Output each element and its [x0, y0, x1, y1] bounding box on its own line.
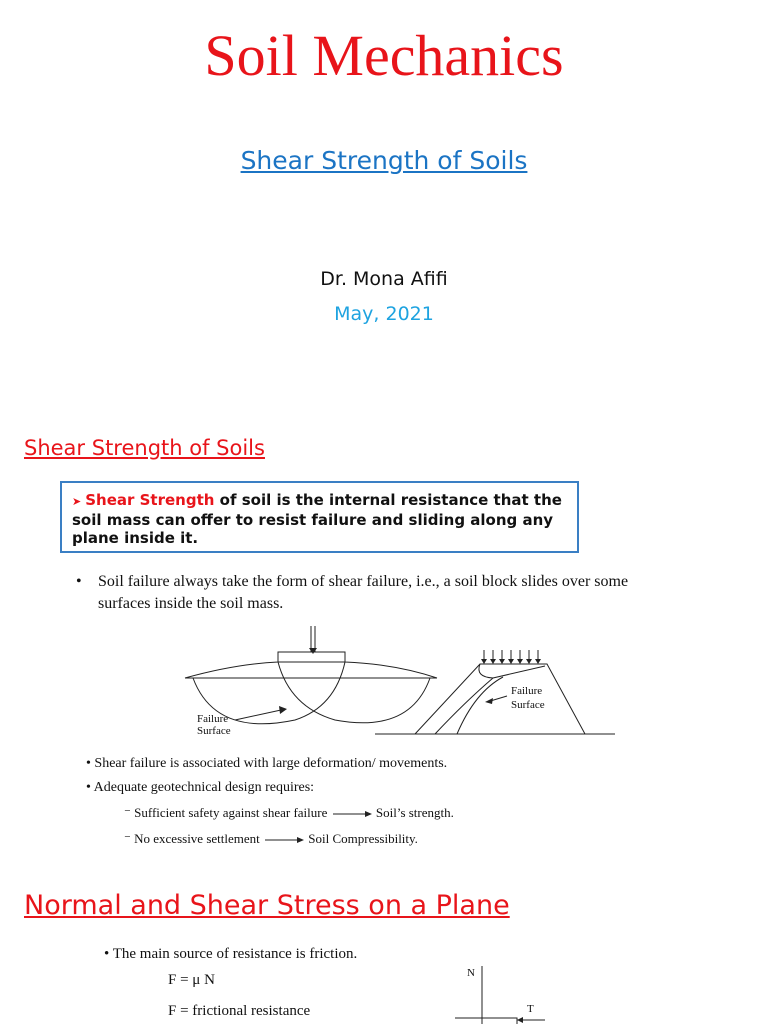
requirement-result: Soil’s strength. [375, 805, 454, 820]
dash-bullet-icon: ⁻ [124, 831, 131, 846]
right-arrow-icon [263, 836, 305, 844]
definition-text: of soil is the internal resistance that the soil mass can offer to resist failure and sliding along any plane inside it. [72, 491, 562, 547]
presentation-title: Soil Mechanics [204, 23, 564, 88]
bullet-text: Soil failure always take the form of shear failure, i.e., a soil block slides over some surfaces inside the soil mass. [98, 573, 629, 612]
force-diagram [455, 960, 555, 1024]
bullet-text: Shear failure is associated with large deformation/ movements. [94, 756, 448, 771]
failure-surface-diagram [175, 622, 620, 744]
bullet-soil-failure [76, 571, 666, 615]
section-heading-shear-strength: Shear Strength of Soils [24, 436, 265, 460]
requirement-text: No excessive settlement [134, 831, 260, 846]
bullet-design-requires: • Adequate geotechnical design requires: [86, 780, 315, 795]
right-surface-label: Surface [511, 699, 545, 711]
bullet-shear-failure: • Shear failure is associated with large deformation/ movements. [86, 756, 448, 771]
left-surface-label: Surface [197, 725, 231, 737]
footing-failure-figure [185, 626, 437, 737]
bullet-text: The main source of resistance is friction. [112, 946, 358, 962]
section-heading-normal-shear: Normal and Shear Stress on a Plane [24, 890, 510, 921]
equation-friction: F = μ N [168, 972, 215, 988]
requirement-text: Sufficient safety against shear failure [134, 805, 328, 820]
bullet-friction: • The main source of resistance is friction. [104, 946, 358, 962]
requirement-result: Soil Compressibility. [308, 831, 418, 846]
dash-bullet-icon: ⁻ [124, 805, 131, 820]
requirement-safety [124, 805, 454, 821]
right-failure-label: Failure [511, 685, 543, 697]
right-arrow-icon [331, 810, 373, 818]
normal-force-label: N [467, 967, 475, 979]
presentation-subtitle: Shear Strength of Soils [240, 146, 528, 175]
requirement-settlement [124, 831, 418, 847]
bullet-dot-icon: • [76, 573, 82, 590]
definition-box [60, 481, 579, 553]
definition-term: Shear Strength [85, 491, 215, 509]
arrow-bullet-icon: ➤ [72, 495, 82, 508]
left-failure-label: Failure [197, 713, 229, 725]
embankment-failure-figure [375, 650, 615, 734]
bullet-text: Adequate geotechnical design requires: [93, 780, 315, 795]
presentation-date: May, 2021 [334, 303, 434, 325]
equation-definition: F = frictional resistance [168, 1003, 311, 1019]
author-name: Dr. Mona Afifi [320, 268, 448, 290]
shear-force-label: T [527, 1003, 534, 1015]
